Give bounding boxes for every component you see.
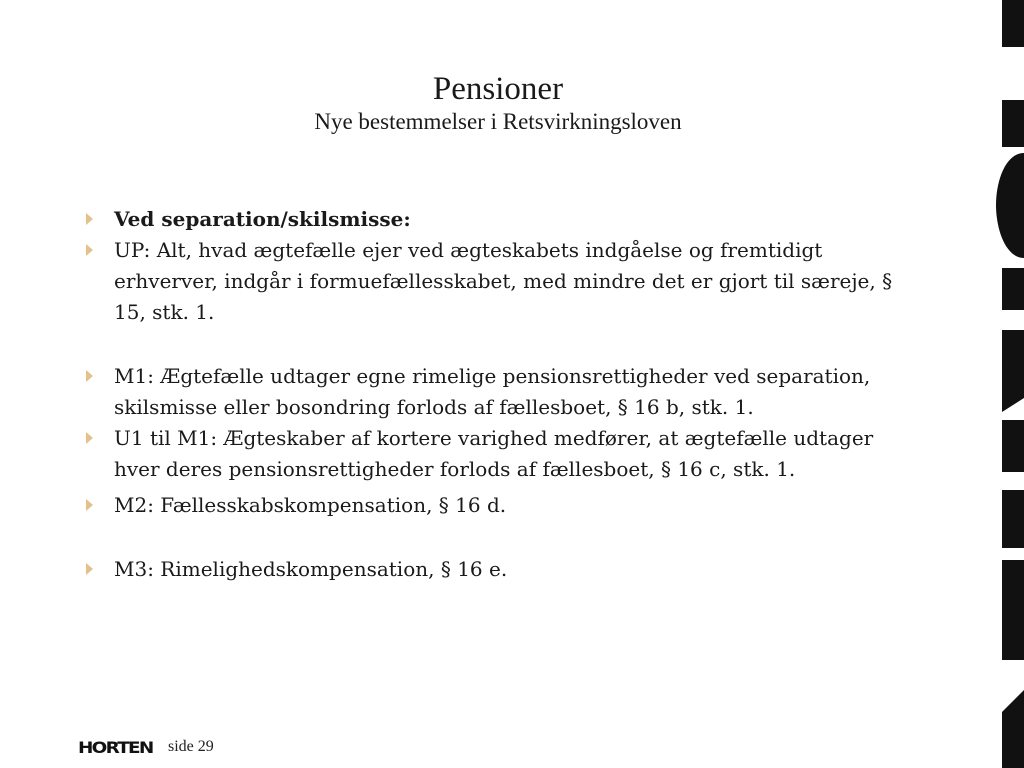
bullet-text: M3: Rimelighedskompensation, § 16 e. [114,557,508,581]
stripe-diagonal [1002,690,1024,768]
bullet-text: U1 til M1: Ægteskaber af kortere varighed medfører, at ægtefælle udtager hver deres pensionsrettigheder forlods af fællesboet, § 16 c, stk. 1. [114,426,874,481]
bullet-item [84,204,896,235]
spacer [84,328,896,361]
stripe-block [1002,0,1024,47]
stripe-round [996,153,1024,258]
bullet-text: M2: Fællesskabskompensation, § 16 d. [114,493,507,517]
bullet-text: M1: Ægtefælle udtager egne rimelige pensionsrettigheder ved separation, skilsmisse eller bosondring forlods af fællesboet, § 16 b, stk. 1. [114,364,871,419]
stripe-block [1002,268,1024,310]
slide-title: Pensioner [432,71,564,107]
bullet-arrow-icon [86,244,93,256]
title-block [0,70,996,136]
bullet-item [84,490,896,521]
bullet-text: Ved separation/skilsmisse: [114,207,411,231]
bullet-arrow-icon [86,213,93,225]
bullet-item [84,235,896,328]
bullet-arrow-icon [86,499,93,511]
horten-logo: HORTEN [78,737,153,757]
bullet-item [84,423,896,485]
bullet-arrow-icon [86,563,93,575]
stripe-block [1002,490,1024,548]
bullet-item [84,554,896,585]
bullet-text: UP: Alt, hvad ægtefælle ejer ved ægteskabets indgåelse og fremtidigt erhverver, indgår i formuefællesskabet, med mindre det er gjort til særeje, § 15, stk. 1. [114,238,893,324]
bullet-arrow-icon [86,432,93,444]
bullet-list [84,204,896,585]
bullet-item [84,361,896,423]
stripe-block [1002,420,1024,472]
logo-stripe-decoration [996,0,1024,768]
footer [78,736,214,758]
spacer [84,521,896,554]
stripe-block [1002,100,1024,147]
slide-subtitle: Nye bestemmelser i Retsvirkningsloven [314,109,682,134]
page-number: side 29 [168,738,214,755]
stripe-block [1002,560,1024,660]
bullet-arrow-icon [86,370,93,382]
